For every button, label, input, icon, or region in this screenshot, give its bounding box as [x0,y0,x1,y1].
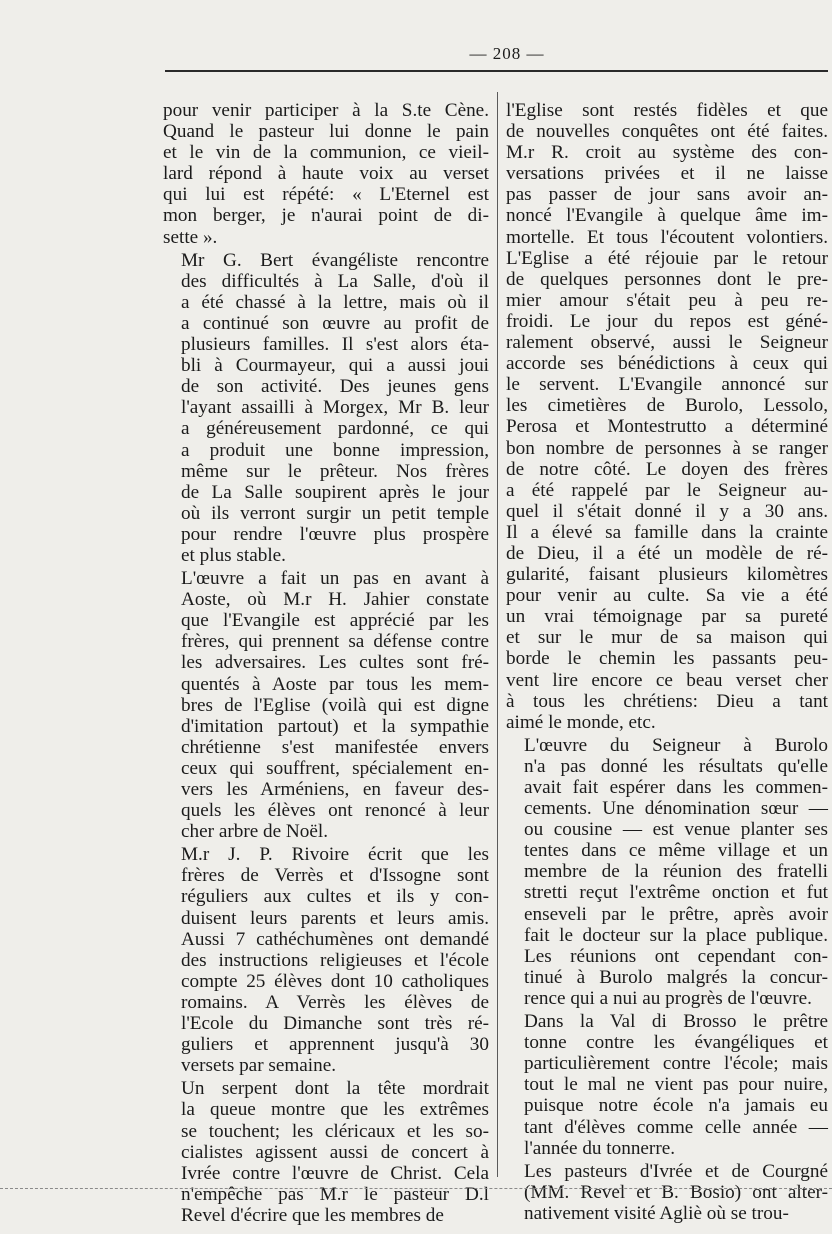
text-line: tentes dans ce même village et un [524,840,828,862]
text-line: L'œuvre du Seigneur à Burolo [524,734,828,756]
text-line: tonne contre les évangéliques et [524,1032,828,1054]
text-line: a été chassé à la lettre, mais où il [181,291,489,313]
text-line: même sur le prêteur. Nos frères [181,460,489,482]
text-line: stretti reçut l'extrême onction et fut [524,882,828,904]
text-line: guliers et apprennent jusqu'à 30 [181,1034,489,1056]
text-line: les cimetières de Burolo, Lessolo, [506,395,828,417]
text-line: aimé le monde, etc. [506,711,656,733]
text-line: frères de Verrès et d'Issogne sont [181,865,489,887]
paragraph [163,1078,489,1226]
text-line: à tous les chrétiens: Dieu a tant [506,690,828,712]
text-line: et le vin de la communion, ce vieil- [163,142,489,164]
text-line: n'a pas donné les résultats qu'elle [524,755,828,777]
text-line: qui lui est répété: « L'Eternel est [163,184,489,206]
text-line: les adversaires. Les cultes sont fré- [181,652,489,674]
text-line: quentés à Aoste par tous les mem- [181,673,489,695]
text-line: romains. A Verrès les élèves de [181,991,489,1013]
bottom-rule [0,1188,832,1189]
text-line: noncé l'Evangile à quelque âme im- [506,205,828,227]
text-line: Les réunions ont cependant con- [524,945,828,967]
text-line: duisent leurs parents et leurs amis. [181,907,489,929]
paragraph [506,1011,828,1159]
text-line: de notre côté. Le doyen des frères [506,458,828,480]
text-line: bon nombre de personnes à se ranger [506,437,828,459]
text-line: mortelle. Et tous l'écoutent volontiers. [506,226,828,248]
text-line: tant d'élèves comme celle année — [524,1116,828,1138]
text-line: Ivrée contre l'œuvre de Christ. Cela [181,1162,489,1184]
text-line: l'Ecole du Dimanche sont très ré- [181,1013,489,1035]
text-line: vent lire encore ce beau verset cher [506,669,828,691]
text-line: avait fait espérer dans les commen- [524,777,828,798]
text-line: de nouvelles conquêtes ont été faites. [506,121,828,143]
text-line: l'année du tonnerre. [524,1137,676,1159]
text-line: bli à Courmayeur, qui a aussi joui [181,355,489,377]
right-column [506,100,828,1224]
text-line: cialistes agissent aussi de concert à [181,1141,489,1163]
text-line: particulièrement contre l'école; mais [524,1053,828,1075]
text-line: Aoste, où M.r H. Jahier constate [181,589,489,611]
text-line: des difficultés à La Salle, d'où il [181,270,489,292]
text-line: ou cousine — est venue planter ses [524,819,828,841]
text-line: plusieurs familles. Il s'est alors éta- [181,334,489,356]
text-line: Aussi 7 cathéchumènes ont demandé [181,928,489,950]
text-line: Quand le pasteur lui donne le pain [163,121,489,143]
text-line: vers les Arméniens, en faveur des- [181,779,489,800]
paragraph [506,735,828,1009]
text-line: membre de la réunion des fratelli [524,861,828,883]
text-line: réguliers aux cultes et ils y con- [181,886,489,908]
text-line: froidi. Le jour du repos est géné- [506,310,828,332]
text-line: tinué à Burolo malgrés la concur- [524,966,828,988]
paragraph [163,568,489,842]
text-line: a continué son œuvre au profit de [181,312,489,334]
text-line: ralement observé, aussi le Seigneur [506,332,828,354]
text-line: des instructions religieuses et l'école [181,949,489,971]
text-line: le servent. L'Evangile annoncé sur [506,374,828,396]
paragraph [506,100,828,733]
text-line: et plus stable. [181,544,286,566]
text-line: tout le mal ne vient pas pour nuire, [524,1074,828,1096]
text-line: L'œuvre a fait un pas en avant à [181,568,489,590]
left-column [163,100,489,1226]
text-line: pour venir participer à la S.te Cène. [163,100,489,121]
text-line: pour rendre l'œuvre plus prospère [181,523,489,545]
text-line: que l'Evangile est apprécié par les [181,610,489,632]
text-line: chrétienne s'est manifestée envers [181,736,489,758]
text-line: Les pasteurs d'Ivrée et de Courgné [524,1160,828,1182]
text-line: lard répond à haute voix au verset [163,163,489,185]
text-line: et sur le mur de sa maison qui [506,627,828,649]
text-line: borde le chemin les passants peu- [506,648,828,670]
text-line: Il a élevé sa famille dans la crainte [506,521,828,543]
text-line: fait le docteur sur la place publique. [524,924,828,946]
text-line: un vrai témoignage par sa pureté [506,606,828,628]
paragraph [163,844,489,1076]
text-line: enseveli par le prêtre, après avoir [524,903,828,925]
text-line: Un serpent dont la tête mordrait [181,1078,489,1100]
text-line: Revel d'écrire que les membres de [181,1204,444,1226]
text-line: L'Eglise a été réjouie par le retour [506,247,828,269]
paragraph [506,1161,828,1224]
header-rule [165,70,828,72]
text-line: la queue montre que les extrêmes [181,1099,489,1121]
text-line: mon berger, je n'aurai point de di- [163,205,489,227]
text-line: où ils verront surgir un petit temple [181,502,489,524]
text-line: de Dieu, il a été un modèle de ré- [506,542,828,564]
text-line: versations privées et il ne laisse [506,163,828,185]
text-line: gularité, faisant plusieurs kilomètres [506,564,828,586]
text-line: l'Eglise sont restés fidèles et que [506,100,828,121]
text-line: a été rappelé par le Seigneur au- [506,479,828,501]
paragraph [163,100,489,248]
text-line: sette ». [163,226,218,248]
column-divider [497,92,498,1177]
text-line: cher arbre de Noël. [181,821,329,843]
text-line: de son activité. Des jeunes gens [181,376,489,398]
text-line: a produit une bonne impression, [181,439,489,461]
text-line: quels les élèves ont renoncé à leur [181,800,489,822]
text-line: accorde ses bénédictions à ceux qui [506,353,828,375]
text-line: Mr G. Bert évangéliste rencontre [181,249,489,271]
text-line: (MM. Revel et B. Bosio) ont alter- [524,1181,828,1203]
text-line: de La Salle soupirent après le jour [181,481,489,503]
text-line: rence qui a nui au progrès de l'œuvre. [524,987,812,1009]
text-line: M.r R. croit au système des con- [506,142,828,164]
text-line: pour venir au culte. Sa vie a été [506,585,828,607]
text-line: de quelques personnes dont le pre- [506,268,828,290]
text-line: mier amour s'était peu à peu re- [506,289,828,311]
text-line: d'imitation partout) et la sympathie [181,715,489,737]
page-number: — 208 — [469,44,545,63]
text-line: a généreusement pardonné, ce qui [181,418,489,440]
text-line: frères, qui prennent sa défense contre [181,631,489,653]
text-line: versets par semaine. [181,1055,337,1077]
text-line: l'ayant assailli à Morgex, Mr B. leur [181,397,489,419]
text-line: Perosa et Montestrutto a déterminé [506,416,828,438]
text-line: pas passer de jour sans avoir an- [506,184,828,206]
text-line: nativement visité Agliè où se trou- [524,1202,789,1224]
text-line: quel il s'était donné il y a 30 ans. [506,500,828,522]
paragraph [163,250,489,566]
text-line: compte 25 élèves dont 10 catholiques [181,970,489,992]
text-line: se touchent; les cléricaux et les so- [181,1120,489,1142]
text-line: M.r J. P. Rivoire écrit que les [181,844,489,866]
text-line: cements. Une dénomination sœur — [524,798,828,820]
text-line: Dans la Val di Brosso le prêtre [524,1011,828,1033]
text-line: n'empêche pas M.r le pasteur D.l [181,1183,489,1205]
text-line: ceux qui souffrent, spécialement en- [181,757,489,779]
text-line: bres de l'Eglise (voilà qui est digne [181,694,489,716]
text-line: puisque notre école n'a jamais eu [524,1095,828,1117]
